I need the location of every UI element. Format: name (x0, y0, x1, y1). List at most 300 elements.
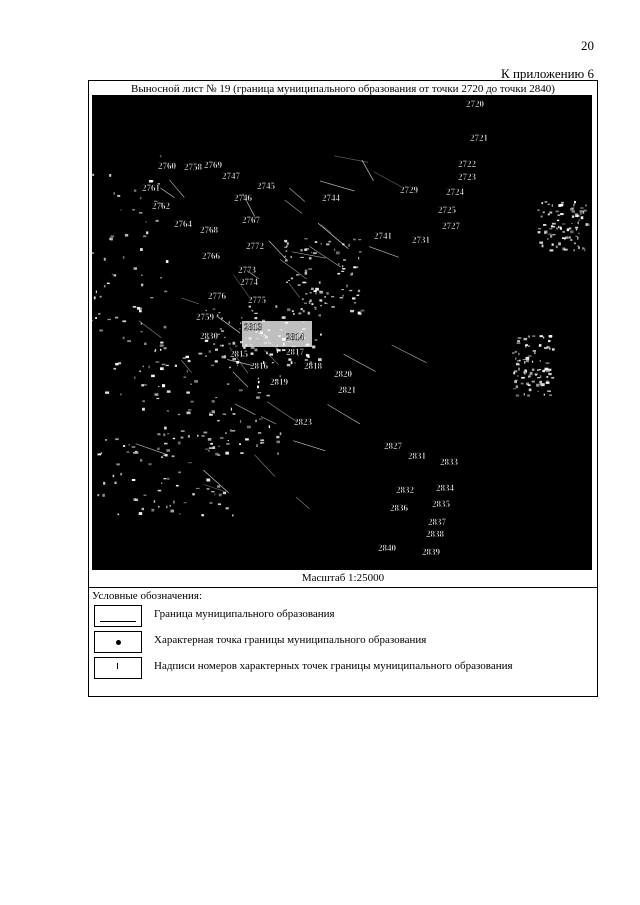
terrain-speck (140, 331, 143, 332)
terrain-speck (285, 241, 287, 243)
terrain-speck (337, 273, 340, 275)
terrain-speck (549, 212, 552, 214)
terrain-speck (233, 342, 236, 345)
terrain-speck (92, 252, 94, 254)
terrain-speck (205, 355, 206, 357)
terrain-streak (321, 225, 331, 234)
terrain-speck (226, 443, 229, 445)
terrain-speck (527, 395, 530, 397)
legend-label-labels: Надписи номеров характерных точек границы муниципального образования (154, 660, 513, 672)
terrain-speck (552, 234, 555, 235)
terrain-speck (537, 377, 540, 378)
point-label-2839: 2839 (422, 547, 440, 557)
terrain-speck (512, 352, 514, 353)
terrain-speck (568, 228, 571, 229)
terrain-speck (519, 360, 521, 362)
terrain-speck (556, 246, 558, 249)
terrain-speck (205, 449, 208, 450)
terrain-speck (202, 435, 205, 437)
terrain-speck (219, 494, 222, 497)
terrain-speck (190, 401, 193, 403)
terrain-speck (215, 349, 218, 351)
terrain-speck (166, 365, 169, 366)
legend-item-labels (94, 657, 594, 681)
terrain-speck (308, 312, 311, 315)
terrain-speck (305, 272, 308, 275)
terrain-speck (342, 295, 343, 297)
terrain-speck (148, 463, 151, 465)
terrain-speck (547, 238, 548, 239)
terrain-speck (141, 384, 144, 386)
terrain-speck (151, 375, 155, 377)
point-label-2834: 2834 (436, 483, 454, 493)
point-label-2838: 2838 (426, 529, 444, 539)
terrain-speck (175, 365, 177, 367)
terrain-speck (549, 395, 552, 396)
terrain-speck (575, 216, 576, 217)
terrain-speck (249, 306, 251, 308)
terrain-speck (247, 426, 251, 429)
terrain-speck (156, 361, 160, 363)
terrain-speck (544, 369, 547, 370)
terrain-speck (107, 283, 110, 285)
terrain-speck (288, 358, 291, 360)
terrain-speck (211, 365, 214, 367)
terrain-speck (123, 337, 125, 340)
terrain-speck (117, 195, 120, 197)
terrain-speck (132, 209, 135, 211)
terrain-speck (98, 313, 100, 314)
terrain-speck (552, 348, 555, 350)
terrain-speck (541, 216, 543, 218)
terrain-speck (558, 226, 559, 228)
terrain-speck (578, 247, 580, 249)
terrain-speck (134, 376, 135, 379)
terrain-speck (231, 408, 232, 411)
terrain-speck (308, 268, 312, 270)
terrain-speck (251, 310, 253, 312)
terrain-speck (120, 209, 121, 210)
terrain-streak (289, 188, 305, 202)
terrain-speck (560, 213, 564, 215)
terrain-speck (257, 386, 259, 389)
terrain-speck (221, 330, 224, 332)
point-label-2827: 2827 (384, 441, 402, 451)
terrain-speck (526, 357, 530, 360)
terrain-speck (341, 289, 344, 290)
terrain-speck (586, 223, 588, 226)
terrain-streak (296, 497, 309, 509)
sheet-title: Выносной лист № 19 (граница муниципального образования от точки 2720 до точки 2840) (131, 83, 555, 95)
terrain-speck (580, 210, 583, 212)
terrain-speck (158, 386, 159, 387)
terrain-speck (311, 288, 314, 290)
terrain-speck (97, 494, 99, 496)
terrain-speck (144, 495, 147, 497)
terrain-streak (374, 172, 402, 187)
terrain-speck (184, 502, 187, 503)
terrain-speck (583, 211, 585, 214)
terrain-speck (158, 506, 159, 508)
terrain-speck (218, 312, 220, 313)
terrain-speck (223, 492, 226, 495)
terrain-speck (326, 292, 328, 294)
point-label-2725: 2725 (438, 205, 456, 215)
terrain-speck (107, 319, 111, 320)
point-label-2832: 2832 (396, 485, 414, 495)
terrain-speck (120, 473, 122, 476)
terrain-speck (155, 393, 159, 396)
terrain-speck (116, 463, 119, 465)
terrain-speck (357, 295, 360, 296)
terrain-speck (104, 285, 106, 287)
terrain-speck (529, 389, 532, 392)
terrain-speck (575, 227, 578, 229)
terrain-speck (187, 412, 191, 415)
terrain-speck (539, 381, 542, 384)
point-label-2813: 2813 (244, 322, 262, 332)
terrain-speck (580, 207, 583, 209)
terrain-speck (98, 454, 102, 456)
terrain-speck (181, 437, 184, 439)
terrain-speck (215, 360, 218, 362)
terrain-speck (95, 317, 97, 319)
terrain-streak (292, 252, 326, 258)
terrain-speck (543, 212, 545, 214)
terrain-speck (305, 270, 307, 273)
legend-symbol-point (94, 631, 142, 653)
terrain-speck (188, 435, 190, 438)
terrain-speck (549, 335, 552, 338)
terrain-speck (259, 418, 263, 419)
point-label-2833: 2833 (440, 457, 458, 467)
terrain-speck (188, 360, 191, 362)
terrain-speck (336, 251, 340, 254)
terrain-speck (561, 204, 564, 206)
terrain-speck (164, 443, 167, 445)
point-label-2837: 2837 (428, 517, 446, 527)
terrain-speck (524, 338, 528, 340)
terrain-speck (141, 284, 143, 287)
terrain-speck (532, 336, 535, 337)
terrain-speck (171, 510, 175, 513)
terrain-speck (541, 202, 543, 203)
point-label-2816: 2816 (250, 361, 268, 371)
legend-divider (89, 587, 597, 588)
terrain-speck (320, 334, 322, 336)
terrain-speck (532, 361, 533, 363)
terrain-speck (536, 384, 539, 387)
terrain-speck (352, 273, 353, 275)
terrain-speck (574, 243, 576, 245)
point-label-2729: 2729 (400, 185, 418, 195)
terrain-speck (358, 312, 361, 315)
terrain-speck (167, 390, 171, 392)
terrain-speck (276, 436, 279, 438)
terrain-speck (178, 414, 181, 415)
terrain-speck (103, 482, 105, 485)
terrain-speck (280, 432, 282, 435)
terrain-speck (550, 249, 554, 251)
terrain-speck (573, 249, 575, 251)
terrain-speck (260, 439, 264, 441)
terrain-speck (359, 251, 362, 252)
terrain-speck (184, 376, 187, 378)
terrain-speck (164, 291, 167, 293)
point-label-2723: 2723 (458, 172, 476, 182)
terrain-speck (572, 223, 573, 224)
terrain-speck (539, 344, 541, 346)
terrain-speck (164, 347, 167, 349)
terrain-speck (220, 328, 222, 330)
terrain-speck (111, 236, 115, 238)
terrain-speck (201, 514, 204, 516)
terrain-speck (133, 452, 134, 454)
terrain-speck (563, 231, 565, 232)
point-label-2836: 2836 (390, 503, 408, 513)
scale-label: Масштаб 1:25000 (301, 572, 385, 584)
terrain-speck (528, 355, 532, 356)
terrain-speck (518, 368, 520, 371)
terrain-speck (162, 364, 166, 366)
terrain-speck (146, 221, 147, 223)
point-label-2819: 2819 (270, 377, 288, 387)
terrain-speck (173, 438, 175, 439)
terrain-speck (570, 231, 573, 234)
terrain-streak (369, 247, 399, 258)
terrain-speck (562, 224, 565, 225)
terrain-speck (156, 398, 159, 399)
terrain-speck (160, 342, 163, 344)
terrain-speck (240, 420, 241, 423)
terrain-speck (546, 371, 550, 372)
terrain-speck (241, 317, 242, 318)
terrain-speck (537, 209, 539, 211)
terrain-speck (198, 353, 202, 355)
terrain-speck (258, 432, 261, 434)
terrain-speck (178, 442, 181, 445)
terrain-streak (285, 200, 302, 213)
terrain-speck (315, 241, 317, 243)
terrain-speck (552, 244, 554, 246)
terrain-speck (298, 313, 301, 315)
terrain-speck (305, 293, 307, 294)
terrain-speck (114, 192, 115, 195)
terrain-speck (315, 292, 316, 295)
terrain-speck (314, 307, 317, 309)
terrain-speck (544, 232, 546, 234)
terrain-speck (572, 210, 575, 213)
terrain-speck (160, 349, 161, 351)
terrain-speck (534, 352, 536, 353)
terrain-speck (113, 368, 116, 370)
terrain-speck (558, 215, 560, 216)
terrain-speck (228, 343, 231, 345)
point-label-2764: 2764 (174, 219, 192, 229)
point-label-2814: 2814 (286, 332, 304, 342)
terrain-speck (529, 336, 530, 338)
terrain-speck (215, 397, 217, 398)
terrain-speck (566, 236, 569, 239)
terrain-speck (292, 310, 294, 312)
terrain-speck (348, 244, 349, 247)
terrain-streak (227, 360, 252, 366)
terrain-speck (346, 285, 347, 287)
terrain-speck (212, 400, 215, 403)
terrain-speck (104, 258, 106, 261)
terrain-speck (114, 482, 116, 484)
terrain-speck (570, 239, 572, 241)
terrain-streak (269, 241, 287, 261)
terrain-streak (261, 417, 276, 425)
terrain-speck (114, 274, 117, 276)
terrain-speck (186, 392, 190, 394)
point-label-2759: 2759 (196, 312, 214, 322)
terrain-speck (157, 433, 160, 435)
terrain-speck (213, 309, 216, 310)
terrain-speck (163, 478, 166, 479)
terrain-speck (577, 237, 579, 240)
terrain-speck (112, 274, 113, 275)
terrain-speck (188, 409, 191, 410)
terrain-speck (235, 346, 237, 347)
terrain-speck (217, 485, 220, 487)
terrain-speck (311, 252, 312, 253)
terrain-speck (526, 360, 529, 363)
terrain-speck (218, 503, 221, 505)
terrain-speck (311, 303, 313, 305)
point-label-2760: 2760 (158, 161, 176, 171)
terrain-speck (361, 310, 365, 312)
point-label-2745: 2745 (257, 181, 275, 191)
terrain-speck (256, 396, 260, 398)
terrain-speck (173, 501, 174, 504)
terrain-speck (285, 250, 287, 251)
terrain-speck (188, 462, 192, 463)
terrain-speck (109, 238, 111, 240)
terrain-speck (212, 410, 216, 413)
terrain-speck (315, 309, 317, 310)
terrain-speck (518, 353, 519, 355)
terrain-speck (255, 420, 257, 422)
terrain-speck (518, 337, 522, 338)
terrain-speck (309, 257, 312, 259)
terrain-streak (233, 372, 248, 388)
legend-symbol-label (94, 657, 142, 679)
terrain-speck (551, 377, 554, 378)
point-label-2830: 2830 (200, 331, 218, 341)
legend-title: Условные обозначения: (92, 590, 203, 602)
terrain-speck (257, 444, 258, 447)
terrain-speck (291, 256, 292, 258)
terrain-speck (140, 197, 141, 199)
legend-item-boundary (94, 605, 594, 629)
terrain-speck (164, 427, 167, 430)
point-label-2817: 2817 (286, 347, 304, 357)
terrain-speck (161, 483, 162, 484)
terrain-speck (94, 296, 96, 299)
point-label-2823: 2823 (294, 417, 312, 427)
terrain-speck (276, 441, 280, 444)
terrain-speck (543, 224, 546, 226)
terrain-speck (140, 248, 143, 251)
terrain-speck (354, 302, 356, 303)
terrain-speck (163, 455, 166, 457)
point-label-2722: 2722 (458, 159, 476, 169)
point-label-2741: 2741 (374, 231, 392, 241)
terrain-speck (208, 438, 212, 441)
terrain-speck (270, 353, 274, 355)
point-label-2818: 2818 (304, 361, 322, 371)
terrain-speck (142, 401, 145, 402)
point-label-2820: 2820 (334, 369, 352, 379)
point-label-2724: 2724 (446, 187, 464, 197)
point-label-2761: 2761 (142, 183, 160, 193)
terrain-streak (139, 321, 162, 338)
terrain-speck (206, 479, 210, 482)
terrain-speck (358, 239, 361, 240)
terrain-speck (513, 388, 516, 389)
terrain-speck (302, 298, 304, 299)
terrain-speck (525, 346, 527, 348)
terrain-streak (280, 259, 307, 279)
terrain-speck (277, 453, 278, 455)
terrain-speck (240, 322, 241, 324)
terrain-speck (304, 238, 308, 239)
map-sheet-frame (88, 80, 598, 697)
terrain-speck (325, 302, 327, 304)
terrain-speck (228, 440, 229, 441)
point-label-2746: 2746 (234, 193, 252, 203)
terrain-speck (132, 479, 135, 481)
terrain-speck (125, 234, 128, 237)
terrain-speck (105, 439, 107, 440)
terrain-speck (515, 380, 518, 381)
terrain-speck (581, 216, 584, 219)
terrain-speck (548, 214, 550, 216)
terrain-speck (133, 306, 136, 308)
terrain-speck (134, 267, 137, 270)
terrain-speck (558, 204, 561, 207)
terrain-speck (172, 455, 175, 457)
terrain-speck (308, 356, 310, 358)
terrain-streak (267, 402, 298, 423)
point-label-2831: 2831 (408, 451, 426, 461)
terrain-speck (123, 256, 125, 259)
terrain-speck (358, 290, 360, 292)
terrain-speck (139, 371, 141, 372)
terrain-speck (556, 228, 558, 230)
terrain-speck (170, 505, 171, 507)
terrain-speck (546, 380, 548, 383)
terrain-speck (530, 372, 533, 375)
terrain-speck (208, 450, 210, 452)
terrain-speck (321, 243, 322, 245)
terrain-speck (224, 337, 225, 338)
terrain-speck (221, 318, 222, 320)
terrain-speck (245, 438, 249, 440)
terrain-speck (353, 266, 356, 268)
terrain-speck (239, 389, 243, 391)
terrain-speck (233, 413, 236, 415)
terrain-speck (331, 296, 334, 297)
terrain-speck (291, 278, 293, 280)
terrain-speck (283, 317, 284, 318)
terrain-speck (539, 369, 541, 370)
terrain-speck (538, 228, 541, 230)
terrain-speck (181, 431, 185, 432)
point-label-2776: 2776 (208, 291, 226, 301)
